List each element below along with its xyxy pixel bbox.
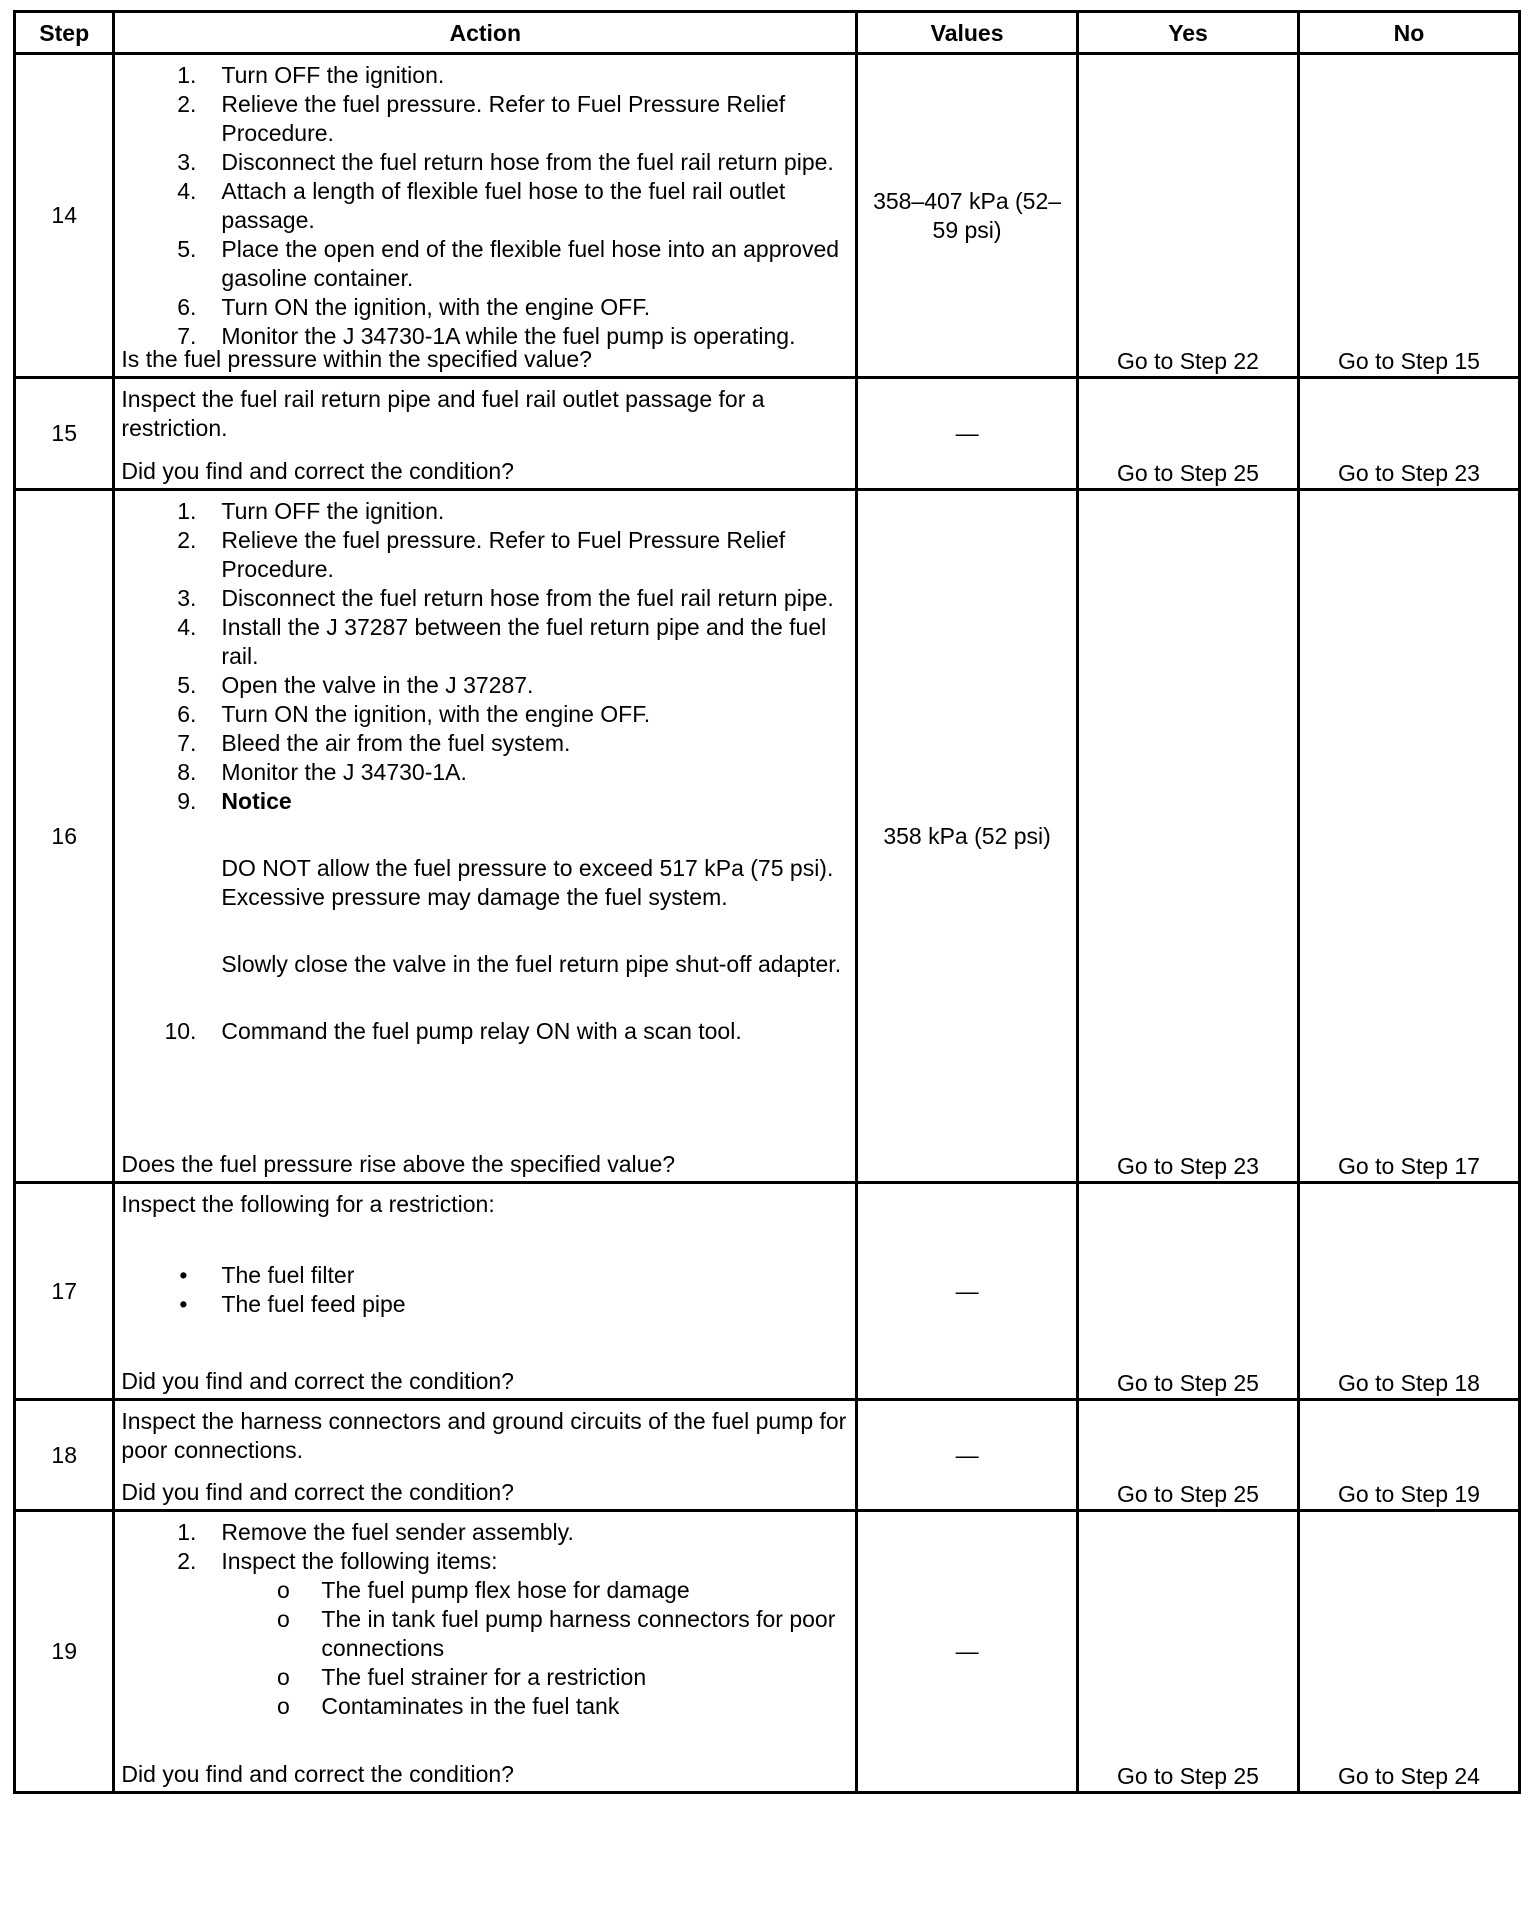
spec-value: — [955,420,979,446]
header-action: Action [114,12,857,54]
value-cell [857,1400,1078,1511]
question-text: Did you find and correct the condition? [121,1761,514,1787]
action-cell [114,1511,857,1793]
no-link[interactable]: Go to Step 17 [1299,490,1520,1183]
sub-list-item: o The fuel pump flex hose for damage [121,1576,849,1605]
table-row [15,490,1520,1183]
spec-value: — [955,1638,979,1664]
table-row [15,54,1520,378]
list-item: 3. Disconnect the fuel return hose from the fuel rail return pipe. [177,149,834,175]
list-item: 1. Turn OFF the ignition. [177,62,445,88]
yes-link[interactable]: Go to Step 25 [1078,1511,1299,1793]
spec-value: 358 kPa (52 psi) [883,822,1051,849]
list-item: 10. Command the fuel pump relay ON with a scan tool. [164,1018,742,1044]
circle-bullet-icon: o [277,1693,290,1719]
list-item: 2. Relieve the fuel pressure. Refer to Fuel Pressure Relief Procedure. [177,527,786,582]
no-link[interactable]: Go to Step 23 [1299,378,1520,490]
bullet-icon: • [179,1262,188,1288]
header-row [15,12,1520,54]
step-number: 14 [15,54,114,378]
value-cell [857,490,1078,1183]
step-number: 17 [15,1183,114,1400]
list-item: 8. Monitor the J 34730-1A. [177,759,467,785]
value-cell [857,378,1078,490]
list-item: 7. Monitor the J 34730-1A while the fuel pump is operating. [177,323,796,349]
list-item: • The fuel feed pipe [121,1290,849,1319]
circle-bullet-icon: o [277,1606,290,1632]
value-cell [857,54,1078,378]
action-cell [114,490,857,1183]
notice-heading: 9. Notice [177,788,292,814]
list-item: 6. Turn ON the ignition, with the engine OFF. [177,701,651,727]
action-text: Inspect the harness connectors and ground circuits of the fuel pump for poor connections. [121,1408,847,1463]
yes-link[interactable]: Go to Step 22 [1078,54,1299,378]
list-item: • The fuel filter [121,1261,849,1290]
no-link[interactable]: Go to Step 15 [1299,54,1520,378]
list-item: 2. Inspect the following items: [177,1548,498,1574]
yes-link[interactable]: Go to Step 23 [1078,490,1299,1183]
spec-value: — [955,1441,979,1468]
circle-bullet-icon: o [277,1664,290,1690]
yes-link[interactable]: Go to Step 25 [1078,378,1299,490]
list-item: 5. Place the open end of the flexible fuel hose into an approved gasoline container. [177,236,840,291]
table-row [15,1183,1520,1400]
question-text: Is the fuel pressure within the specified value? [121,346,592,372]
step-number: 15 [15,378,114,490]
spec-value: 358–407 kPa (52–59 psi) [873,187,1062,243]
list-item: 1. Turn OFF the ignition. [177,498,445,524]
bullet-icon: • [179,1291,188,1317]
action-cell [114,378,857,490]
value-cell [857,1511,1078,1793]
document [13,10,1521,1794]
sub-list-item: o The fuel strainer for a restriction [121,1663,849,1692]
header-values: Values [857,12,1078,54]
sub-list-item: o Contaminates in the fuel tank [121,1692,849,1721]
header-step: Step [15,12,114,54]
list-item: 5. Open the valve in the J 37287. [177,672,534,698]
value-cell [857,1183,1078,1400]
header-yes: Yes [1078,12,1299,54]
no-link[interactable]: Go to Step 24 [1299,1511,1520,1793]
list-item: 4. Install the J 37287 between the fuel return pipe and the fuel rail. [177,614,827,669]
list-item: 2. Relieve the fuel pressure. Refer to Fuel Pressure Relief Procedure. [177,91,786,146]
step-number: 16 [15,490,114,1183]
header-no: No [1299,12,1520,54]
table-row [15,1400,1520,1511]
action-text: Inspect the fuel rail return pipe and fuel rail outlet passage for a restriction. [121,386,765,441]
action-text: Inspect the following for a restriction: [121,1191,495,1217]
step-number: 18 [15,1400,114,1511]
question-text: Did you find and correct the condition? [121,1368,514,1394]
yes-link[interactable]: Go to Step 25 [1078,1183,1299,1400]
spec-value: — [955,1277,979,1304]
question-text: Did you find and correct the condition? [121,458,514,484]
notice-action: Slowly close the valve in the fuel return pipe shut-off adapter. [221,951,842,977]
list-item: 1. Remove the fuel sender assembly. [177,1519,574,1545]
action-cell [114,1400,857,1511]
no-link[interactable]: Go to Step 19 [1299,1400,1520,1511]
question-text: Did you find and correct the condition? [121,1479,514,1505]
step-number: 19 [15,1511,114,1793]
question-text: Does the fuel pressure rise above the specified value? [121,1151,676,1177]
action-cell [114,1183,857,1400]
sub-list-item: o The in tank fuel pump harness connectors for poor connections [121,1605,849,1663]
notice-text: DO NOT allow the fuel pressure to exceed 517 kPa (75 psi). Excessive pressure may damage the fuel system. [221,855,834,910]
table-row [15,1511,1520,1793]
no-link[interactable]: Go to Step 18 [1299,1183,1520,1400]
list-item: 4. Attach a length of flexible fuel hose to the fuel rail outlet passage. [177,178,786,233]
list-item: 3. Disconnect the fuel return hose from the fuel rail return pipe. [177,585,834,611]
circle-bullet-icon: o [277,1577,290,1603]
list-item: 6. Turn ON the ignition, with the engine OFF. [177,294,651,320]
yes-link[interactable]: Go to Step 25 [1078,1400,1299,1511]
action-cell [114,54,857,378]
diagnostic-table [13,10,1521,1794]
list-item: 7. Bleed the air from the fuel system. [177,730,571,756]
table-row [15,378,1520,490]
